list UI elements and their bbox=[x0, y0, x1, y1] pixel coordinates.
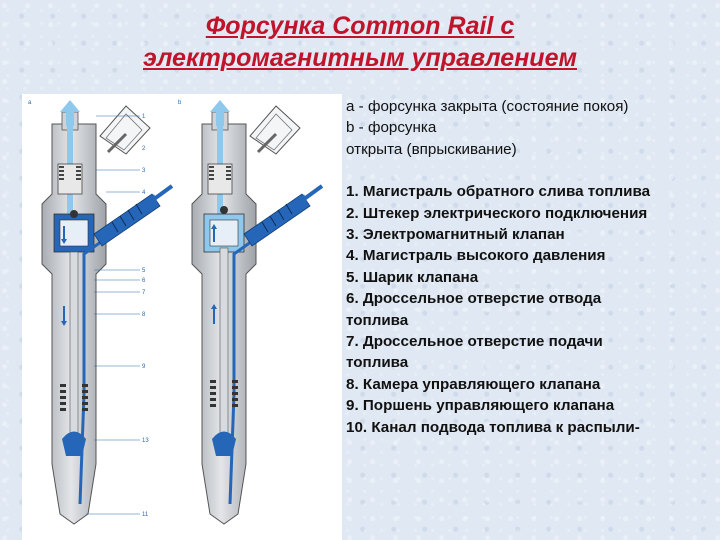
slide-title bbox=[60, 10, 660, 74]
list-item: 10. Канал подвода топлива к распыли- bbox=[346, 418, 640, 436]
list-item: 7. Дроссельное отверстие подачи bbox=[346, 333, 603, 351]
list-item: 2. Штекер электрического подключения bbox=[346, 204, 648, 222]
injector-a bbox=[28, 100, 172, 524]
legend-panel bbox=[346, 96, 714, 438]
diagram-label-1: 1 bbox=[142, 114, 146, 120]
diagram-label-11: 11 bbox=[142, 512, 149, 518]
diagram-label-4: 4 bbox=[142, 190, 146, 196]
list-item: 3. Электромагнитный клапан bbox=[346, 226, 565, 244]
injector-b bbox=[178, 100, 322, 524]
title-line-2: электромагнитным управлением bbox=[143, 44, 577, 72]
list-item: 4. Магистраль высокого давления bbox=[346, 247, 606, 265]
state-descriptions bbox=[346, 96, 714, 160]
state-open-cont: открыта (впрыскивание) bbox=[346, 140, 517, 158]
diagram-label-3: 3 bbox=[142, 168, 146, 174]
injector-diagram-svg bbox=[22, 94, 342, 540]
diagram-label-b: b bbox=[178, 100, 182, 106]
title-line-1: Форсунка Common Rail с bbox=[205, 12, 515, 40]
list-item: 5. Шарик клапана bbox=[346, 268, 479, 286]
diagram-label-5: 5 bbox=[142, 268, 146, 274]
control-piston-a bbox=[70, 252, 78, 452]
diagram-label-13: 13 bbox=[142, 438, 149, 444]
list-item: 8. Камера управляющего клапана bbox=[346, 375, 601, 393]
state-open: b - форсунка bbox=[346, 119, 437, 137]
injector-diagram bbox=[22, 94, 342, 540]
state-closed: а - форсунка закрыта (состояние покоя) bbox=[346, 98, 629, 115]
list-item: 9. Поршень управляющего клапана bbox=[346, 397, 615, 415]
diagram-label-7: 7 bbox=[142, 290, 146, 296]
diagram-label-9: 9 bbox=[142, 364, 146, 370]
diagram-label-8: 8 bbox=[142, 312, 146, 318]
control-piston-b bbox=[220, 248, 228, 448]
component-list bbox=[346, 181, 714, 438]
diagram-label-6: 6 bbox=[142, 278, 146, 284]
diagram-label-a: a bbox=[28, 100, 32, 106]
list-item: топлива bbox=[346, 311, 409, 329]
list-item: 1. Магистраль обратного слива топлива bbox=[346, 183, 651, 201]
list-item: топлива bbox=[346, 354, 409, 372]
list-item: 6. Дроссельное отверстие отвода bbox=[346, 290, 602, 308]
diagram-label-2: 2 bbox=[142, 146, 146, 152]
